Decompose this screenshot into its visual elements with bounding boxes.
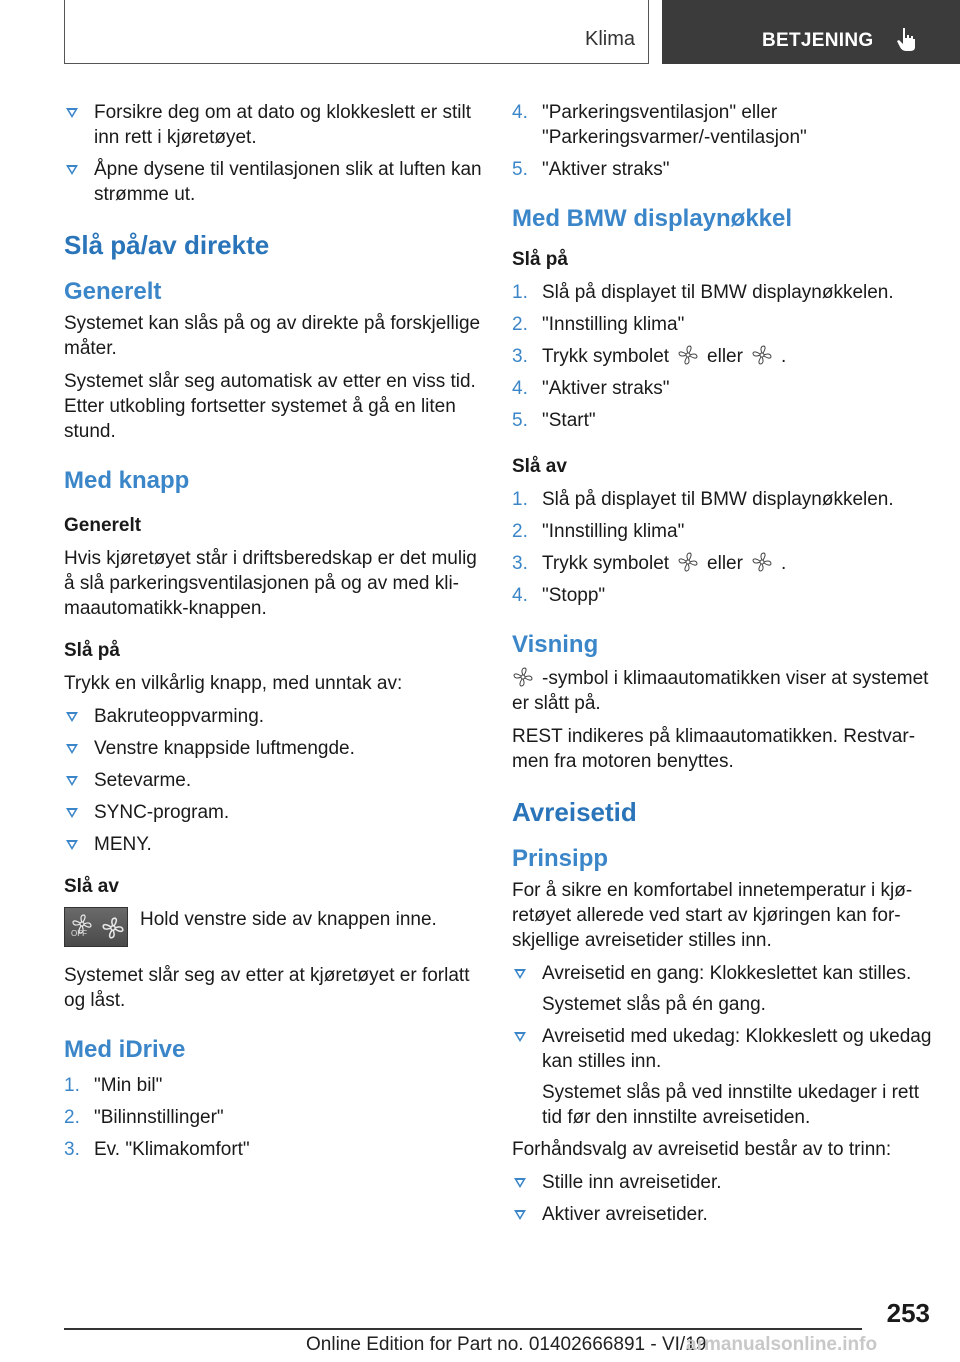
left-column — [64, 100, 484, 1169]
list-item: Setevarme. — [64, 768, 484, 793]
list-item: Avreisetid en gang: Klokkeslettet kan stilles. Systemet slås på én gang. — [512, 961, 932, 1017]
list-item: Bakruteoppvarming. — [64, 704, 484, 729]
hand-pointer-icon — [894, 25, 922, 53]
paragraph: Trykk en vilkårlig knapp, med unntak av: — [64, 673, 403, 694]
subsection-heading: Med knapp — [64, 467, 190, 494]
climate-button-image — [64, 907, 128, 947]
subsection-heading: Prinsipp — [512, 845, 609, 872]
numbered-step: 3. Trykk symbolet eller . — [512, 553, 787, 574]
footer-divider — [64, 1328, 862, 1330]
fan-icon — [677, 551, 699, 573]
paragraph: REST indikeres på klimaautomatikken. Restvarmen fra motoren benyttes. — [512, 726, 916, 772]
numbered-step: 3. Ev. "Klimakomfort" — [64, 1139, 250, 1160]
bullet-triangle-icon — [66, 776, 78, 786]
paragraph: -symbol i klimaautomatikken viser at systemet er slått på. — [512, 668, 929, 714]
fan-icon — [677, 344, 699, 366]
numbered-step: 3. Trykk symbolet eller . — [512, 346, 787, 367]
paragraph: Systemet kan slås på og av direkte på forskjellige måter. — [64, 313, 481, 359]
minor-heading: Slå på — [64, 640, 120, 661]
numbered-step: 1. Slå på displayet til BMW displaynøkkelen. — [512, 489, 894, 510]
numbered-step: 4. "Stopp" — [512, 585, 606, 606]
bullet-triangle-icon — [66, 108, 78, 118]
list-item: Forsikre deg om at dato og klokkeslett er stilt inn rett i kjøretøyet. — [64, 100, 484, 150]
numbered-step: 4. "Parkeringsventilasjon" eller "Parkeringsvarmer/-ventilasjon" — [512, 102, 807, 148]
minor-heading: Slå av — [512, 456, 567, 477]
section-heading: Avreisetid — [512, 797, 637, 827]
header-section-title: Klima — [584, 28, 635, 50]
list-item: Åpne dysene til ventilasjonen slik at luften kan strømme ut. — [64, 157, 484, 207]
header-chapter-label: BETJENING — [762, 30, 874, 51]
list-item: Stille inn avreisetider. — [512, 1170, 932, 1195]
subsection-heading: Med BMW displaynøkkel — [512, 205, 793, 232]
watermark: armanualsonline.info — [686, 1334, 878, 1355]
bullet-triangle-icon — [66, 808, 78, 818]
fan-auto-icon — [751, 344, 773, 366]
bullet-triangle-icon — [514, 1210, 526, 1220]
fan-auto-icon — [751, 551, 773, 573]
list-item: Aktiver avreisetider. — [512, 1202, 932, 1227]
button-instruction-text: Hold venstre side av knappen inne. — [140, 909, 437, 930]
numbered-step: 2. "Bilinnstillinger" — [64, 1107, 224, 1128]
header-chapter-tab — [662, 0, 960, 64]
minor-heading: Generelt — [64, 515, 142, 536]
numbered-step: 2. "Innstilling klima" — [512, 521, 685, 542]
numbered-step: 4. "Aktiver straks" — [512, 378, 670, 399]
bullet-triangle-icon — [514, 1178, 526, 1188]
header-box — [64, 0, 649, 64]
list-item: SYNC-program. — [64, 800, 484, 825]
paragraph: For å sikre en komfortabel innetemperatur i kjøretøyet allerede ved start av kjøringen kan forskjellige avreisetider stilles inn. — [512, 880, 913, 951]
bullet-triangle-icon — [514, 1032, 526, 1042]
subsection-heading: Med iDrive — [64, 1036, 186, 1063]
bullet-triangle-icon — [66, 712, 78, 722]
bullet-triangle-icon — [514, 969, 526, 979]
numbered-step: 5. "Aktiver straks" — [512, 159, 670, 180]
paragraph: Hvis kjøretøyet står i driftsberedskap er det mulig å slå parkeringsventilasjonen på og av med klimaautomatikk-knappen. — [64, 548, 477, 619]
numbered-step: 1. Slå på displayet til BMW displaynøkkelen. — [512, 282, 894, 303]
section-heading: Slå på/av direkte — [64, 230, 270, 260]
numbered-step: 5. "Start" — [512, 410, 596, 431]
off-label: OFF — [71, 929, 87, 938]
list-item: Avreisetid med ukedag: Klokkeslett og ukedag kan stilles inn. Systemet slås på ved innstilte ukedager i rett tid før den innstilte avreisetiden. — [512, 1024, 932, 1130]
minor-heading: Slå av — [64, 876, 119, 897]
bullet-triangle-icon — [66, 744, 78, 754]
footer-edition: Online Edition for Part no. 01402666891 - VI/19 — [306, 1334, 707, 1355]
numbered-step: 1. "Min bil" — [64, 1075, 163, 1096]
numbered-step: 2. "Innstilling klima" — [512, 314, 685, 335]
subsection-heading: Generelt — [64, 278, 162, 305]
subsection-heading: Visning — [512, 631, 599, 658]
right-column — [512, 100, 932, 1234]
paragraph: Systemet slår seg automatisk av etter en viss tid. Etter utkobling fortsetter systemet å gå en liten stund. — [64, 371, 476, 442]
bullet-triangle-icon — [66, 840, 78, 850]
list-item: Venstre knappside luftmengde. — [64, 736, 484, 761]
list-item: MENY. — [64, 832, 484, 857]
minor-heading: Slå på — [512, 249, 568, 270]
button-instruction-row — [64, 907, 484, 951]
paragraph: Systemet slår seg av etter at kjøretøyet er forlatt og låst. — [64, 965, 470, 1011]
fan-icon — [101, 916, 125, 940]
page-number: 253 — [886, 1298, 930, 1328]
fan-icon — [512, 666, 534, 688]
paragraph: Forhåndsvalg av avreisetid består av to trinn: — [512, 1139, 892, 1160]
bullet-triangle-icon — [66, 165, 78, 175]
